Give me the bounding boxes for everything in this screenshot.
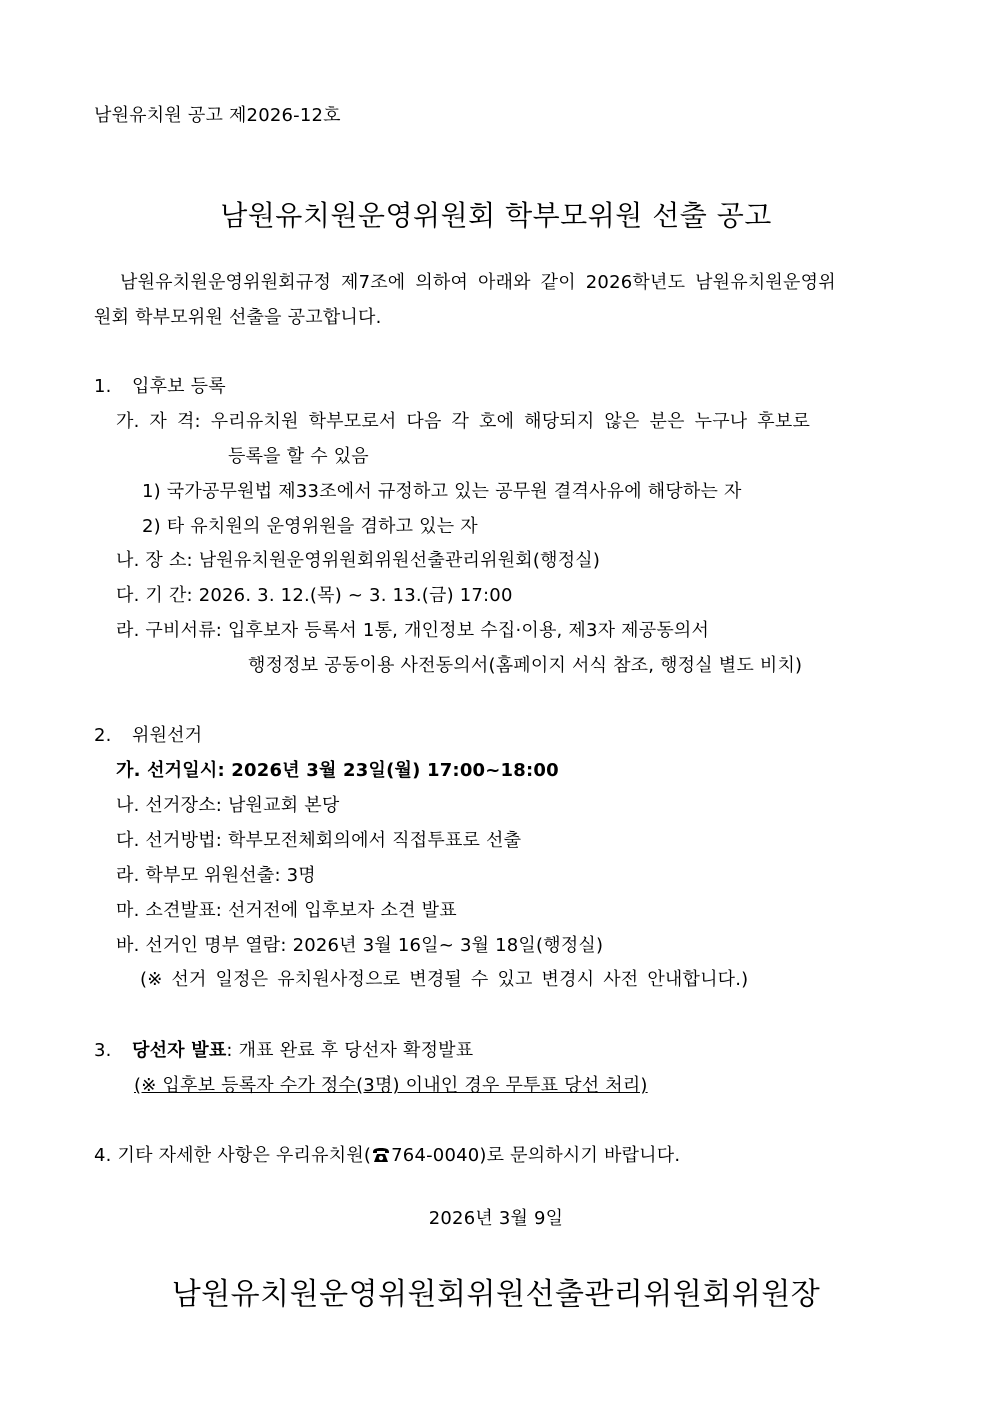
section-title: 당선자 발표 bbox=[132, 1040, 227, 1061]
section-title: 입후보 등록 bbox=[132, 376, 226, 397]
section-1-heading bbox=[94, 375, 226, 399]
election-place: 나. 선거장소: 남원교회 본당 bbox=[116, 795, 340, 816]
section-number: 1. bbox=[94, 376, 112, 397]
intro-line-1: 남원유치원운영위원회규정 제7조에 의하여 아래와 같이 2026학년도 남원유치원운영위 bbox=[120, 272, 836, 293]
required-documents-line-2: 행정정보 공동이용 사전동의서(홈페이지 서식 참조, 행정실 별도 비치) bbox=[248, 655, 803, 676]
registration-period: 다. 기 간: 2026. 3. 12.(목) ~ 3. 13.(금) 17:00 bbox=[116, 585, 513, 606]
notice-title: 남원유치원운영위원회 학부모위원 선출 공고 bbox=[220, 199, 772, 232]
election-method: 다. 선거방법: 학부모전체회의에서 직접투표로 선출 bbox=[116, 830, 522, 851]
contact-line bbox=[94, 1144, 680, 1170]
uncontested-note: (※ 입후보 등록자 수가 정수(3명) 이내인 경우 무투표 당선 처리) bbox=[134, 1075, 648, 1096]
intro-line-2: 원회 학부모위원 선출을 공고합니다. bbox=[94, 307, 382, 328]
disqualification-item-1: 1) 국가공무원법 제33조에서 규정하고 있는 공무원 결격사유에 해당하는 자 bbox=[142, 481, 742, 502]
section-3-heading bbox=[94, 1039, 473, 1063]
section-2-heading bbox=[94, 724, 202, 748]
contact-text-after: 764-0040)로 문의하시기 바랍니다. bbox=[391, 1145, 681, 1166]
document-number: 남원유치원 공고 제2026-12호 bbox=[94, 105, 341, 126]
notice-date: 2026년 3월 9일 bbox=[428, 1208, 564, 1229]
candidate-speech: 마. 소견발표: 선거전에 입후보자 소견 발표 bbox=[116, 900, 457, 921]
voter-list-viewing: 바. 선거인 명부 열람: 2026년 3월 16일~ 3월 18일(행정실) bbox=[116, 935, 604, 956]
section-number: 2. bbox=[94, 725, 112, 746]
section-3-text: : 개표 완료 후 당선자 확정발표 bbox=[226, 1040, 474, 1061]
qualification-line-1: 가. 자 격: 우리유치원 학부모로서 다음 각 호에 해당되지 않은 분은 누구나 후보로 bbox=[116, 411, 811, 432]
telephone-icon bbox=[372, 1146, 390, 1170]
qualification-line-2: 등록을 할 수 있음 bbox=[228, 446, 369, 467]
contact-text-before: 4. 기타 자세한 사항은 우리유치원( bbox=[94, 1145, 372, 1166]
required-documents-line-1: 라. 구비서류: 입후보자 등록서 1통, 개인정보 수집·이용, 제3자 제공동의서 bbox=[116, 620, 710, 641]
disqualification-item-2: 2) 타 유치원의 운영위원을 겸하고 있는 자 bbox=[142, 516, 478, 537]
election-datetime: 가. 선거일시: 2026년 3월 23일(월) 17:00~18:00 bbox=[116, 760, 559, 781]
section-title: 위원선거 bbox=[132, 725, 203, 746]
parent-member-count: 라. 학부모 위원선출: 3명 bbox=[116, 865, 316, 886]
issuer-signature: 남원유치원운영위원회위원선출관리위원회위원장 bbox=[171, 1277, 821, 1312]
section-number: 3. bbox=[94, 1040, 112, 1061]
registration-place: 나. 장 소: 남원유치원운영위원회위원선출관리위원회(행정실) bbox=[116, 550, 601, 571]
schedule-change-note: (※ 선거 일정은 유치원사정으로 변경될 수 있고 변경시 사전 안내합니다.) bbox=[140, 969, 749, 990]
